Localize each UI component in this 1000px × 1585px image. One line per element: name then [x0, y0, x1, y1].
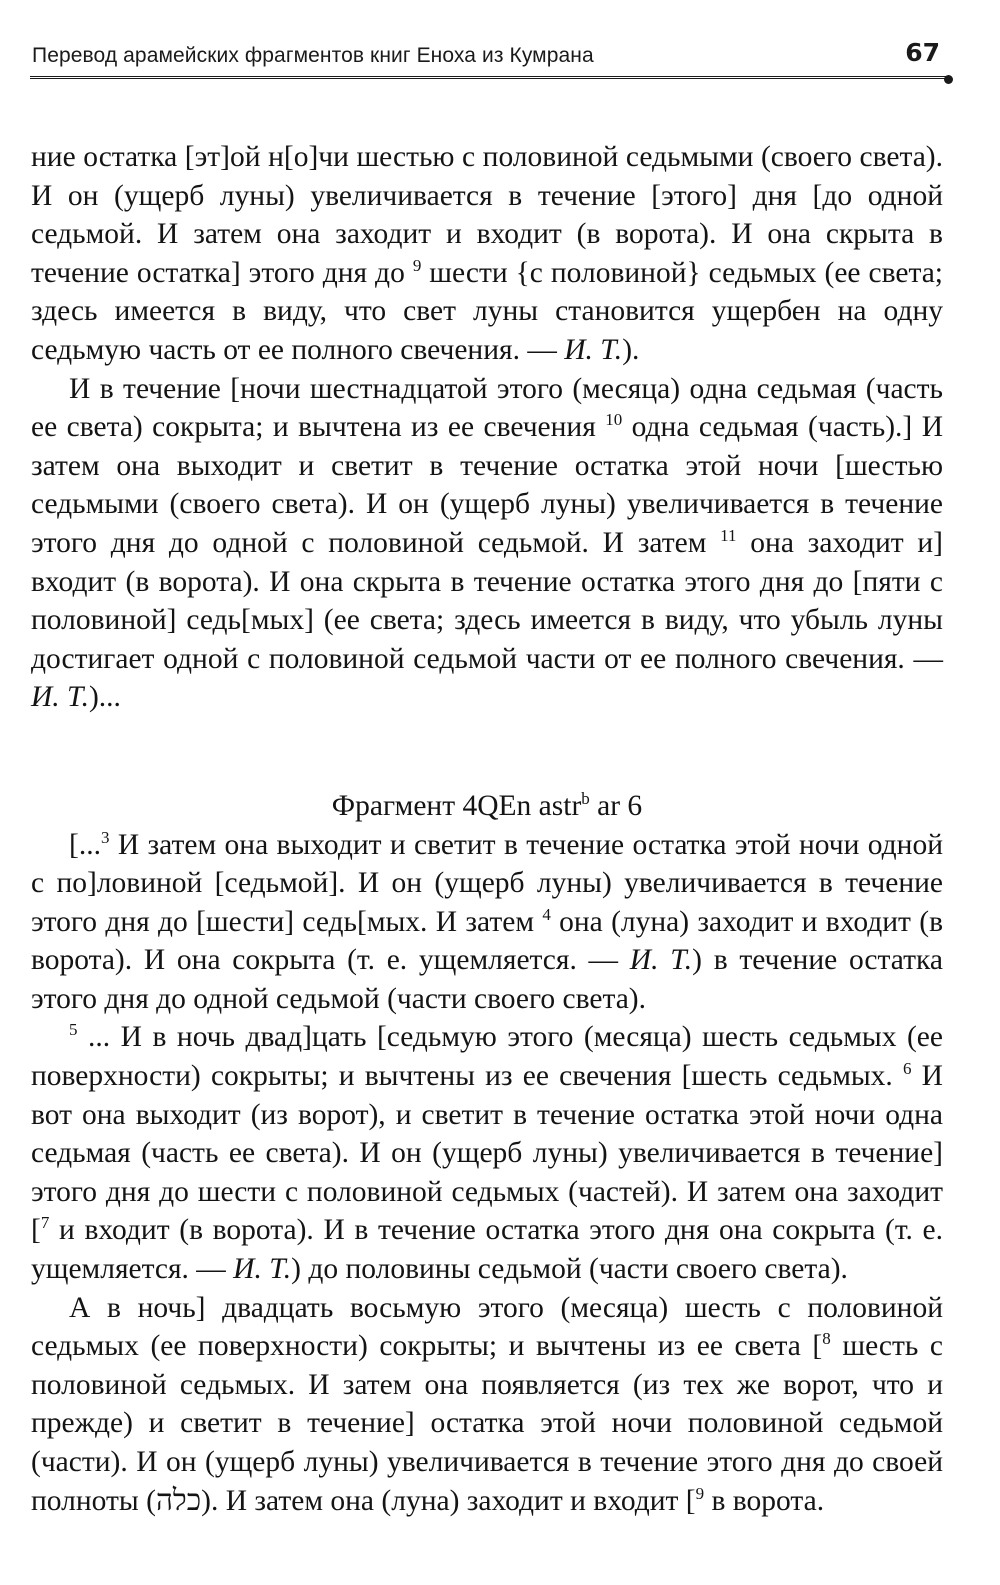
- text-run: она (луна) заходит и входит (в ворота). И она сокрыта (т. е. ущемляется. —: [31, 905, 943, 977]
- text-run: И затем она выходит и светит в течение остатка этой ночи одной с по]ловиной [седьмой]. И он (ущерб луны) увеличивается в течение этого дня до [шести] седь[мых. И затем: [31, 828, 943, 938]
- paragraph-5: [31, 1289, 943, 1521]
- paragraph-1: [31, 138, 943, 370]
- verse-number: 7: [40, 1213, 50, 1233]
- text-run: [...: [69, 828, 101, 861]
- verse-number: 10: [605, 410, 623, 430]
- text-run: ... И в ночь двад]цать [седьмую этого (месяца) шесть седьмых (ее поверхности) сокрыты; и вычтены из ее свечения [шесть седьмых.: [31, 1021, 943, 1093]
- text-run: )...: [88, 681, 121, 714]
- text-run: шести {с половиной} седьмых (ее света; здесь имеется в виду, что свет луны становится ущербен на одну седьмую часть от ее полного свечения. —: [31, 256, 943, 366]
- verse-number: 9: [412, 255, 422, 275]
- verse-number: 3: [100, 827, 110, 847]
- heading-superscript: b: [581, 788, 590, 808]
- text-run: И вот она выходит (из ворот), и светит в течение остатка этой ночи одна седьмая (часть ее света). И он (ущерб луны) увеличивается в течение] этого дня до шести с половиной седьмых (частей). И затем она заходит [: [31, 1060, 943, 1247]
- text-run: в ворота.: [704, 1484, 825, 1517]
- header-rule: [30, 76, 946, 82]
- text-run: ние остатка [эт]ой н[о]чи шестью с половиной седьмыми (своего света). И он (ущерб луны) увеличивается в течение [этого] дня [до одной седьмой. И затем она заходит и входит (в ворота). И она скрыта в течение остатка] этого дня до: [31, 141, 943, 289]
- verse-number: 11: [720, 525, 737, 545]
- verse-number: 4: [542, 904, 551, 924]
- text-run: ) в течение остатка этого дня до одной седьмой (части своего света).: [31, 944, 943, 1015]
- text-run: ) до половины седьмой (части своего света).: [291, 1253, 848, 1286]
- verse-number: 8: [822, 1329, 831, 1349]
- heading-text: Фрагмент 4QEn astr: [331, 789, 582, 822]
- section-gap: [31, 717, 943, 787]
- text-run: и входит (в ворота). И в течение остатка этого дня она сокрыта (т. е. ущемляется. —: [31, 1214, 943, 1286]
- paragraph-3: [31, 826, 943, 1019]
- translator-initials: И. Т.: [31, 681, 89, 714]
- heading-text: ar 6: [589, 789, 643, 822]
- verse-number: 5: [69, 1020, 78, 1040]
- text-run: одна седьмая (часть).] И затем она выходит и светит в течение остатка этой ночи [шестью седьмыми (своего света). И он (ущерб луны) увеличивается в течение этого дня до одной с половиной седьмой. И затем: [31, 411, 943, 559]
- running-title: Перевод арамейских фрагментов книг Еноха из Кумрана: [32, 44, 594, 67]
- paragraph-4: [31, 1018, 943, 1288]
- page-number: 67: [905, 38, 940, 67]
- text-run: ).: [622, 333, 640, 366]
- translator-initials: И. Т.: [233, 1253, 292, 1286]
- text-run: И в течение [ночи шестнадцатой этого (месяца) одна седьмая (часть ее света) сокрыта; и вычтена из ее свечения: [31, 372, 943, 444]
- text-run: А в ночь] двадцать восьмую этого (месяца) шесть с половиной седьмых (ее поверхности) сокрыты; и вычтены из ее света [: [31, 1291, 943, 1363]
- header-rule-dot: [944, 75, 953, 84]
- text-run: шесть с половиной седьмых. И затем она появляется (из тех же ворот, что и прежде) и светит в течение] остатка этой ночи половиной седьмой (части). И он (ущерб луны) увеличивается в течение этого дня до своей полноты (כלה). И затем она (луна) заходит и входит [: [31, 1330, 944, 1517]
- text-run: она заходит и] входит (в ворота). И она скрыта в течение остатка этого дня до [пяти с половиной] седь[мых] (ее света; здесь имеется в виду, что убыль луны достигает одной с половиной седьмой части от ее полного свечения. —: [31, 526, 943, 675]
- verse-number: 6: [903, 1059, 912, 1079]
- running-header: [30, 36, 942, 76]
- paragraph-2: [31, 370, 943, 717]
- fragment-heading: [31, 787, 943, 826]
- translator-initials: И. Т.: [564, 333, 623, 366]
- body-text: [31, 138, 943, 1520]
- verse-number: 9: [695, 1483, 705, 1503]
- translator-initials: И. Т.: [629, 944, 693, 977]
